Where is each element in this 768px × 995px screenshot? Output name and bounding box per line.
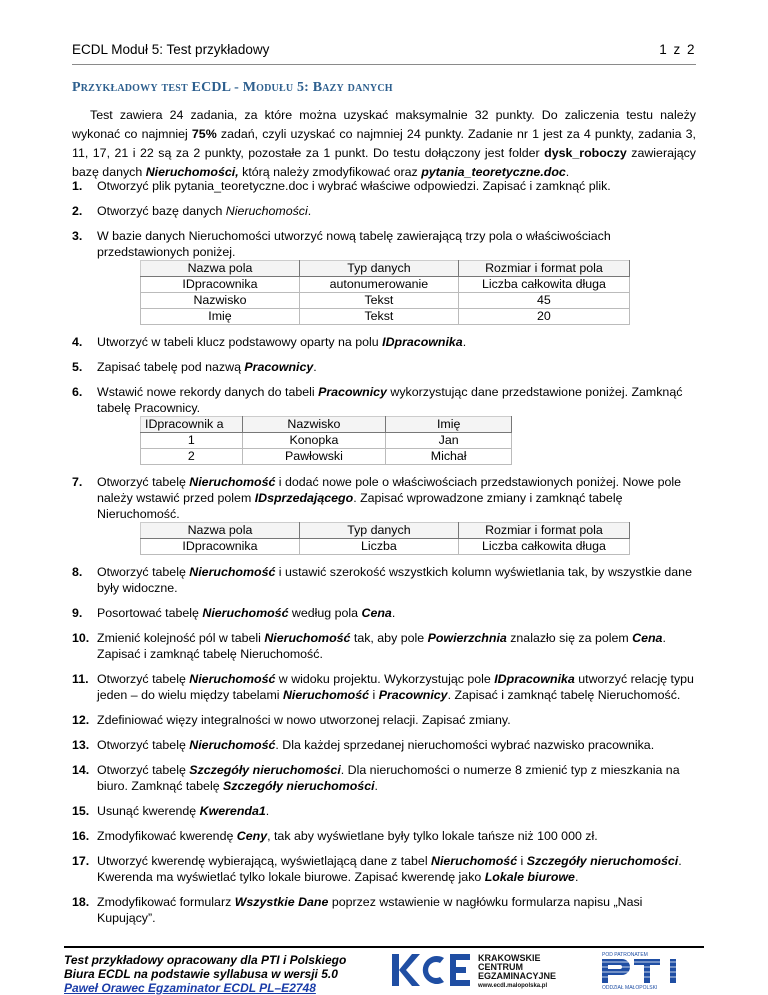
task-emphasis: Nieruchomość	[189, 738, 276, 752]
task-item-1	[72, 178, 696, 194]
task-text: tak, aby pole	[350, 631, 428, 645]
task-list	[72, 178, 696, 935]
task-number: 17.	[72, 854, 90, 868]
footer-credits	[64, 953, 346, 995]
intro-text-2: zadań, czyli uzyskać co najmniej 24 punkty. Zadanie nr 1 jest za 4 punkty, zadania 3, 11, 17, 21 i 22 są za 2 punkty, pozostałe za 1 punkt. Do testu dołączony jest folder	[72, 127, 696, 160]
task-text: Otworzyć tabelę	[97, 763, 190, 777]
table-cell: Konopka	[242, 433, 386, 449]
task-text: w widoku projektu. Wykorzystując pole	[275, 672, 495, 686]
table-header-cell: Rozmiar i format pola	[458, 261, 629, 277]
task-item-18	[72, 894, 696, 926]
kce-word-2: CENTRUM	[478, 962, 523, 972]
task-item-13	[72, 737, 696, 753]
task-item-10	[72, 630, 696, 662]
task-text: znalazło się za polem	[506, 631, 633, 645]
task-number: 11.	[72, 672, 89, 686]
task-item-5	[72, 359, 696, 375]
table-header-cell: Typ danych	[299, 523, 458, 539]
task-text: W bazie danych Nieruchomości utworzyć nową tabelę zawierającą trzy pola o właściwościach przedstawionych poniżej.	[97, 229, 611, 259]
task-text: .	[313, 360, 317, 374]
header-title: ECDL Moduł 5: Test przykładowy	[72, 42, 270, 57]
footer-author-link[interactable]: Paweł Orawec Egzaminator ECDL PL–E2748	[64, 981, 316, 995]
table-cell: 45	[458, 293, 629, 309]
task-text: wykorzystując dane przedstawione poniżej. Zamknąć tabelę Pracownicy.	[97, 385, 683, 415]
task-text: Usunąć kwerendę	[97, 804, 200, 818]
task-number: 15.	[72, 804, 90, 818]
task-text: Otworzyć tabelę	[97, 672, 190, 686]
table-header-cell: IDpracownik a	[141, 417, 243, 433]
task-text: Utworzyć kwerendę wybierającą, wyświetlającą dane z tabel	[97, 854, 432, 868]
table-cell: Michał	[386, 449, 512, 465]
task-item-3	[72, 228, 696, 325]
table-cell: Liczba całkowita długa	[458, 277, 629, 293]
task-text: , tak aby wyświetlane były tylko lokale tańsze niż 100 000 zł.	[267, 829, 598, 843]
task-text: Zmodyfikować kwerendę	[97, 829, 237, 843]
task-text: Otworzyć bazę danych	[97, 204, 226, 218]
kce-letter-e-top	[450, 954, 470, 960]
footer-divider	[64, 946, 704, 948]
task-italic: Nieruchomości	[225, 204, 308, 218]
table-header-row	[141, 523, 630, 539]
kce-letter-e-bottom	[450, 980, 470, 986]
task-emphasis: Pracownicy	[244, 360, 314, 374]
table-cell: 1	[141, 433, 243, 449]
task-number: 13.	[72, 738, 90, 752]
pti-logo	[600, 950, 704, 990]
task-emphasis: Powierzchnia	[427, 631, 507, 645]
task-item-6	[72, 384, 696, 465]
table-cell: Liczba	[299, 539, 458, 555]
task-text: Zapisać tabelę pod nazwą	[97, 360, 245, 374]
table-cell: 2	[141, 449, 243, 465]
task-number: 16.	[72, 829, 90, 843]
task-text: Zmienić kolejność pól w tabeli	[97, 631, 265, 645]
task-item-8	[72, 564, 696, 596]
page-number: 1 z 2	[659, 42, 696, 57]
task-text: . Dla nieruchomości o numerze 8 zmienić typ z mieszkania na biuro. Zamknąć tabelę	[97, 763, 680, 793]
task-text: Wstawić nowe rekordy danych do tabeli	[97, 385, 319, 399]
kce-letter-k-bar	[392, 954, 399, 986]
table-row	[141, 309, 630, 325]
table-new-records	[140, 416, 512, 465]
task-text: Utworzyć w tabeli klucz podstawowy oparty na polu	[97, 335, 383, 349]
intro-bold-italic-2: pytania_teoretyczne.doc	[421, 165, 566, 179]
table-added-field	[140, 522, 630, 555]
task-text: i ustawić szerokość wszystkich kolumn wyświetlania tak, by wszystkie dane były widoczne.	[97, 565, 692, 595]
intro-bold-1: 75%	[191, 127, 217, 141]
task-text: utworzyć relację typu jeden – do wielu między tabelami	[97, 672, 694, 702]
table-cell: IDpracownika	[141, 277, 300, 293]
task-emphasis: Szczegóły nieruchomości	[223, 779, 375, 793]
task-text: . Zapisać wprowadzone zmiany i zamknąć tabelę Nieruchomość.	[97, 491, 623, 521]
task-item-12	[72, 712, 696, 728]
kce-letters-icon	[392, 954, 470, 986]
task-text: .	[462, 335, 467, 349]
task-emphasis: IDpracownika	[494, 672, 575, 686]
table-cell: Liczba całkowita długa	[458, 539, 629, 555]
intro-bold-italic-1: Nieruchomości,	[145, 165, 239, 179]
task-emphasis: Nieruchomość	[189, 565, 276, 579]
intro-paragraph	[72, 106, 696, 182]
task-text: .	[307, 204, 312, 218]
task-number: 6.	[72, 385, 83, 399]
table-cell: Pawłowski	[242, 449, 386, 465]
kce-word-3: EGZAMINACYJNE	[478, 971, 557, 981]
task-item-11	[72, 671, 696, 703]
table-row	[141, 539, 630, 555]
task-text: .	[574, 870, 579, 884]
document-title: Przykładowy test ECDL - Modułu 5: Bazy danych	[72, 80, 393, 95]
task-emphasis: Nieruchomość	[431, 854, 518, 868]
task-item-14	[72, 762, 696, 794]
task-number: 3.	[72, 229, 83, 243]
task-text: . Zapisać i zamknąć tabelę Nieruchomość.	[97, 631, 666, 661]
task-item-16	[72, 828, 696, 844]
table-row	[141, 433, 512, 449]
task-emphasis: Pracownicy	[318, 385, 387, 399]
task-emphasis: Nieruchomość	[202, 606, 289, 620]
footer-line-2: Biura ECDL na podstawie syllabusa w wersji 5.0	[64, 967, 338, 981]
task-text: .	[265, 804, 270, 818]
table-header-cell: Imię	[386, 417, 512, 433]
task-emphasis: Pracownicy	[378, 688, 448, 702]
task-number: 14.	[72, 763, 90, 777]
kce-letter-e-mid	[450, 967, 466, 973]
footer-line-1: Test przykładowy opracowany dla PTI i Polskiego	[64, 953, 347, 967]
pti-letter-t-stem	[644, 959, 650, 983]
task-emphasis: Kwerenda1	[199, 804, 266, 818]
table-cell: 20	[458, 309, 629, 325]
task-text: . Zapisać i zamknąć tabelę Nieruchomość.	[447, 688, 681, 702]
table-new-fields	[140, 260, 630, 325]
task-text: Zdefiniować więzy integralności w nowo utworzonej relacji. Zapisać zmiany.	[97, 713, 511, 727]
pti-patronage-text: POD PATRONATEM	[602, 952, 648, 958]
task-text: Otworzyć tabelę	[97, 475, 190, 489]
table-cell: Tekst	[299, 309, 458, 325]
task-item-15	[72, 803, 696, 819]
task-item-9	[72, 605, 696, 621]
task-text: Posortować tabelę	[97, 606, 203, 620]
intro-text-3: zawierający bazę danych	[72, 146, 696, 179]
table-cell: IDpracownika	[141, 539, 300, 555]
task-text: .	[391, 606, 396, 620]
task-emphasis: Ceny	[236, 829, 268, 843]
pti-branch-text: ODDZIAŁ MAŁOPOLSKI	[602, 985, 658, 990]
task-text: .	[374, 779, 378, 793]
task-emphasis: Szczegóły nieruchomości	[526, 854, 679, 868]
table-header-cell: Rozmiar i format pola	[458, 523, 629, 539]
kce-logo	[392, 950, 560, 990]
table-header-row	[141, 261, 630, 277]
task-emphasis: Nieruchomość	[189, 672, 276, 686]
table-header-row	[141, 417, 512, 433]
task-emphasis: Nieruchomość	[264, 631, 351, 645]
task-emphasis: Lokale biurowe	[484, 870, 575, 884]
task-text: Otworzyć tabelę	[97, 738, 190, 752]
intro-text-5: .	[565, 165, 570, 179]
task-text: Zmodyfikować formularz	[97, 895, 235, 909]
task-text: i	[517, 854, 527, 868]
task-number: 10.	[72, 631, 90, 645]
task-text: i dodać nowe pole o właściwościach przedstawionych poniżej. Nowe pole należy wstawić przed polem	[97, 475, 682, 505]
table-row	[141, 449, 512, 465]
kce-letter-k-arms	[399, 954, 420, 986]
task-emphasis: Wszystkie Dane	[234, 895, 329, 909]
table-header-cell: Typ danych	[299, 261, 458, 277]
task-emphasis: Cena	[632, 631, 663, 645]
kce-letter-c	[423, 956, 444, 984]
page-header	[72, 40, 696, 60]
task-number: 18.	[72, 895, 90, 909]
table-cell: Jan	[386, 433, 512, 449]
task-text: . Kwerenda ma wyświetlać tylko lokale biurowe. Zapisać kwerendę jako	[97, 854, 682, 884]
task-emphasis: IDpracownika	[382, 335, 463, 349]
task-number: 4.	[72, 335, 83, 349]
header-divider	[72, 64, 696, 65]
task-item-4	[72, 334, 696, 350]
table-header-cell: Nazwisko	[242, 417, 386, 433]
task-number: 8.	[72, 565, 83, 579]
table-cell: Tekst	[299, 293, 458, 309]
table-header-cell: Nazwa pola	[141, 261, 300, 277]
pti-letter-p-bar	[602, 959, 608, 983]
task-number: 5.	[72, 360, 83, 374]
table-cell: autonumerowanie	[299, 277, 458, 293]
task-text: i	[369, 688, 379, 702]
task-text: według pola	[288, 606, 362, 620]
kce-url: www.ecdl.malopolska.pl	[478, 983, 548, 989]
task-item-2	[72, 203, 696, 219]
table-cell: Imię	[141, 309, 300, 325]
task-number: 12.	[72, 713, 90, 727]
task-number: 7.	[72, 475, 83, 489]
table-row	[141, 293, 630, 309]
task-item-17	[72, 853, 696, 885]
task-number: 1.	[72, 179, 83, 193]
table-header-cell: Nazwa pola	[141, 523, 300, 539]
task-emphasis: Nieruchomość	[189, 475, 276, 489]
task-text: Otworzyć tabelę	[97, 565, 190, 579]
pti-letter-i	[670, 959, 676, 983]
intro-text-4: którą należy zmodyfikować oraz	[238, 165, 422, 179]
task-number: 9.	[72, 606, 83, 620]
intro-text-1: Test zawiera 24 zadania, za które można uzyskać maksymalnie 32 punkty. Do zaliczenia testu należy wykonać co najmniej	[72, 108, 696, 141]
task-emphasis: Szczegóły nieruchomości	[189, 763, 341, 777]
intro-bold-2: dysk_roboczy	[544, 146, 627, 160]
task-number: 2.	[72, 204, 83, 218]
task-item-7	[72, 474, 696, 555]
pti-letters-icon	[602, 959, 700, 983]
task-emphasis: IDsprzedającego	[254, 491, 354, 505]
task-text: . Dla każdej sprzedanej nieruchomości wybrać nazwisko pracownika.	[275, 738, 655, 752]
task-text: poprzez wstawienie w nagłówku formularza napisu „Nasi Kupujący”.	[97, 895, 643, 925]
task-emphasis: Nieruchomość	[282, 688, 370, 702]
kce-word-1: KRAKOWSKIE	[478, 953, 541, 963]
table-cell: Nazwisko	[141, 293, 300, 309]
task-emphasis: Cena	[361, 606, 392, 620]
task-text: Otworzyć plik pytania_teoretyczne.doc i wybrać właściwe odpowiedzi. Zapisać i zamknąć plik.	[97, 179, 611, 193]
table-row	[141, 277, 630, 293]
